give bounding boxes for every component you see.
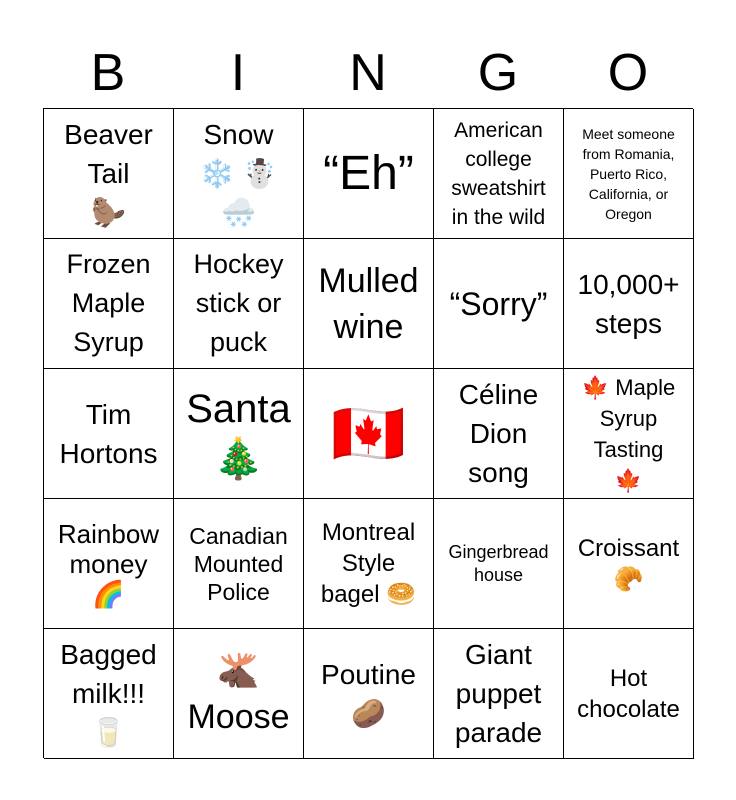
bingo-grid bbox=[43, 108, 693, 758]
bingo-cell-r1c3[interactable] bbox=[304, 109, 434, 239]
bingo-header bbox=[43, 38, 693, 108]
bingo-cell-r3c5[interactable] bbox=[564, 369, 694, 499]
cell-text: Hockey stick or puck bbox=[193, 249, 284, 357]
bingo-cell-r2c3[interactable] bbox=[304, 239, 434, 369]
cell-text: 10,000+ steps bbox=[577, 268, 680, 339]
header-letter-n: N bbox=[349, 44, 387, 102]
bingo-cell-r1c1[interactable] bbox=[44, 109, 174, 239]
bingo-cell-r5c4[interactable] bbox=[434, 629, 564, 759]
cell-text: American college sweatshirt in the wild bbox=[451, 118, 546, 229]
bingo-cell-r5c5[interactable] bbox=[564, 629, 694, 759]
bingo-cell-r1c5[interactable] bbox=[564, 109, 694, 239]
header-letter-b: B bbox=[90, 44, 126, 102]
cell-text: 🍁 Maple Syrup Tasting 🍁 bbox=[581, 374, 676, 493]
bingo-cell-r3c2[interactable] bbox=[174, 369, 304, 499]
bingo-cell-r5c2[interactable] bbox=[174, 629, 304, 759]
bingo-cell-r1c2[interactable] bbox=[174, 109, 304, 239]
cell-text: Snow ❄️ ☃️ 🌨️ bbox=[199, 119, 278, 228]
bingo-cell-r5c1[interactable] bbox=[44, 629, 174, 759]
bingo-cell-r3c4[interactable] bbox=[434, 369, 564, 499]
bingo-cell-r3c3-free[interactable] bbox=[304, 369, 434, 499]
bingo-cell-r4c2[interactable] bbox=[174, 499, 304, 629]
cell-text: 🫎 Moose bbox=[187, 651, 290, 736]
cell-text: Tim Hortons bbox=[59, 398, 158, 469]
cell-text: Canadian Mounted Police bbox=[189, 522, 288, 605]
bingo-cell-r4c3[interactable] bbox=[304, 499, 434, 629]
cell-text: Rainbow money 🌈 bbox=[57, 518, 160, 609]
cell-text: Mulled wine bbox=[318, 261, 419, 346]
header-letter-o: O bbox=[607, 44, 649, 102]
cell-text: Gingerbread house bbox=[448, 541, 549, 585]
bingo-cell-r4c4[interactable] bbox=[434, 499, 564, 629]
cell-text: Beaver Tail 🦫 bbox=[64, 119, 153, 228]
bingo-cell-r2c4[interactable] bbox=[434, 239, 564, 369]
cell-text: Céline Dion song bbox=[458, 379, 539, 488]
cell-text: Frozen Maple Syrup bbox=[66, 249, 151, 357]
header-letter-g: G bbox=[477, 44, 519, 102]
cell-text: Santa 🎄 bbox=[186, 386, 291, 481]
canada-flag-icon: 🇨🇦 bbox=[331, 399, 406, 467]
cell-text: “Eh” bbox=[323, 146, 414, 200]
cell-text: Croissant 🥐 bbox=[577, 534, 680, 593]
bingo-cell-r1c4[interactable] bbox=[434, 109, 564, 239]
cell-text: Montreal Style bagel 🥯 bbox=[320, 519, 417, 608]
bingo-cell-r2c5[interactable] bbox=[564, 239, 694, 369]
bingo-cell-r4c5[interactable] bbox=[564, 499, 694, 629]
cell-text: “Sorry” bbox=[449, 285, 548, 322]
bingo-cell-r2c1[interactable] bbox=[44, 239, 174, 369]
cell-text: Hot chocolate bbox=[577, 664, 680, 723]
bingo-cell-r5c3[interactable] bbox=[304, 629, 434, 759]
bingo-cell-r2c2[interactable] bbox=[174, 239, 304, 369]
bingo-cell-r4c1[interactable] bbox=[44, 499, 174, 629]
cell-text: Poutine 🥔 bbox=[321, 658, 416, 729]
header-letter-i: I bbox=[230, 44, 246, 102]
cell-text: Giant puppet parade bbox=[454, 639, 543, 748]
bingo-cell-r3c1[interactable] bbox=[44, 369, 174, 499]
cell-text: Bagged milk!!! 🥛 bbox=[60, 639, 157, 748]
cell-text: Meet someone from Romania, Puerto Rico, California, or Oregon bbox=[582, 125, 675, 222]
